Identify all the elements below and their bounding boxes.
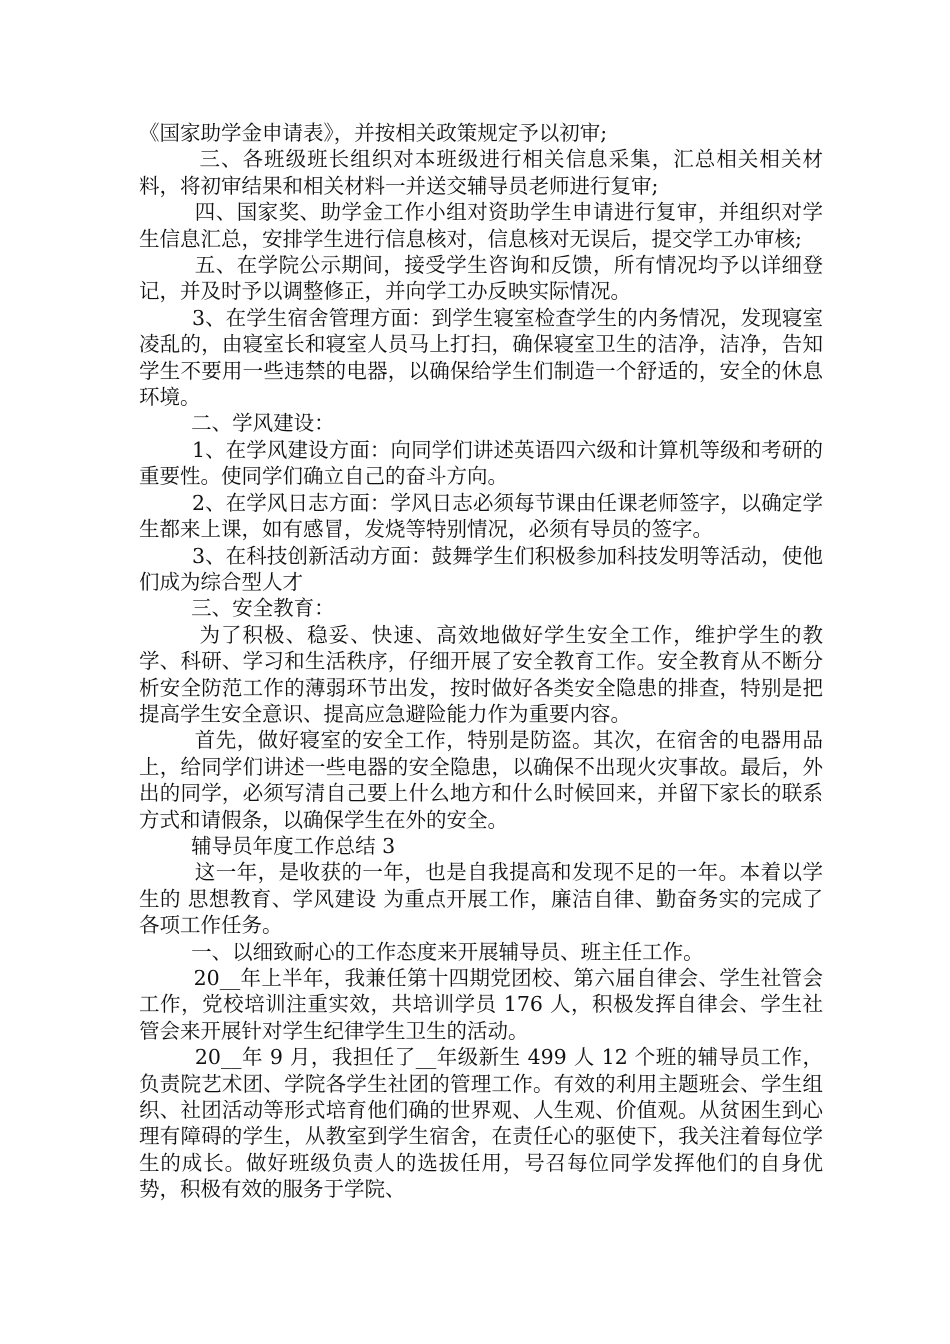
paragraph-1: 《国家助学金申请表》，并按相关政策规定予以初审; bbox=[139, 121, 608, 145]
paragraph-7: 1、在学风建设方面：向同学们讲述英语四六级和计算机等级和考研的重要性。使同学们确立自己的奋斗方向。 bbox=[139, 437, 823, 489]
paragraph-2: 三、各班级班长组织对本班级进行相关信息采集，汇总相关相关材料，将初审结果和相关材料一并送交辅导员老师进行复审; bbox=[139, 147, 823, 198]
paragraph-9: 3、在科技创新活动方面：鼓舞学生们积极参加科技发明等活动，使他们成为综合型人才 bbox=[139, 543, 823, 594]
paragraph-17: 20__年 9 月，我担任了__年级新生 499 人 12 个班的辅导员工作，负责院艺术团、学院各学生社团的管理工作。有效的利用主题班会、学生组织、社团活动等形式培育他们确的世界观、人生观、价值观。从贫困生到心理有障碍的学生，从教室到学生宿舍，在责任心的驱使下，我关注着每位学生的成长。做好班级负责人的选拔任用，号召每位同学发挥他们的自身优势，积极有效的服务于学院、 bbox=[139, 1045, 823, 1202]
paragraph-12: 首先，做好寝室的安全工作，特别是防盗。其次，在宿舍的电器用品上，给同学们讲述一些电器的安全隐患，以确保不出现火灾事故。最后，外出的同学，必须写清自己要上什么地方和什么时候回来，并留下家长的联系方式和请假条，以确保学生在外的安全。 bbox=[139, 728, 823, 832]
paragraph-8: 2、在学风日志方面：学风日志必须每节课由任课老师签字，以确定学生都来上课，如有感冒，发烧等特别情况，必须有导员的签字。 bbox=[139, 490, 823, 542]
document-body bbox=[139, 120, 823, 1203]
paragraph-4: 五、在学院公示期间，接受学生咨询和反馈，所有情况均予以详细登记，并及时予以调整修正，并向学工办反映实际情况。 bbox=[139, 253, 823, 304]
paragraph-11: 为了积极、稳妥、快速、高效地做好学生安全工作，维护学生的教学、科研、学习和生活秩序，仔细开展了安全教育工作。安全教育从不断分析安全防范工作的薄弱环节出发，按时做好各类安全隐患的排查，特别是把提高学生安全意识、提高应急避险能力作为重要内容。 bbox=[139, 622, 823, 726]
section-heading-counselor-work: 一、以细致耐心的工作态度来开展辅导员、班主任工作。 bbox=[139, 939, 704, 964]
section-heading-study-style: 二、学风建设： bbox=[139, 411, 335, 436]
paragraph-14: 这一年，是收获的一年，也是自我提高和发现不足的一年。本着以学生的 思想教育、学风建设 为重点开展工作，廉洁自律、勤奋务实的完成了各项工作任务。 bbox=[139, 860, 823, 938]
paragraph-3: 四、国家奖、助学金工作小组对资助学生申请进行复审，并组织对学生信息汇总，安排学生进行信息核对，信息核对无误后，提交学工办审核; bbox=[139, 200, 823, 251]
paragraph-16: 20__年上半年，我兼任第十四期党团校、第六届自律会、学生社管会工作，党校培训注重实效，共培训学员 176 人，积极发挥自律会、学生社管会来开展针对学生纪律学生卫生的活动。 bbox=[139, 966, 823, 1043]
section-heading-safety: 三、安全教育： bbox=[139, 596, 335, 621]
paragraph-5: 3、在学生宿舍管理方面：到学生寝室检查学生的内务情况，发现寝室凌乱的，由寝室长和寝室人员马上打扫，确保寝室卫生的洁净，洁净，告知学生不要用一些违禁的电器，以确保给学生们制造一个舒适的，安全的休息环境。 bbox=[139, 305, 823, 410]
section-title-summary-3: 辅导员年度工作总结 3 bbox=[139, 833, 396, 858]
